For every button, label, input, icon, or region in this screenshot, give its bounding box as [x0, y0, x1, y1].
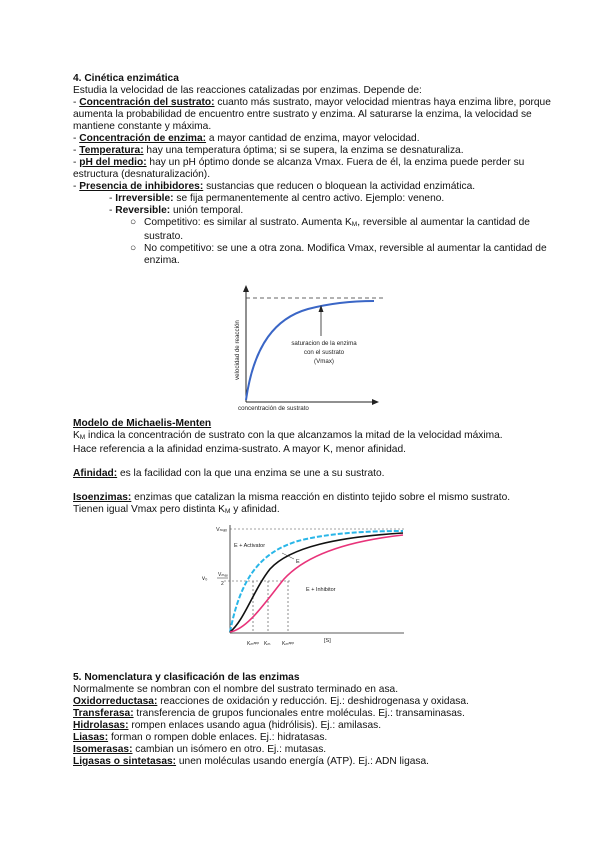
factor-temperatura: - Temperatura: hay una temperatura óptima; si se supera, la enzima se desnaturaliza. — [73, 145, 464, 156]
half-vmax-den: 2 — [221, 581, 224, 587]
isoenzyme-chart — [198, 521, 418, 651]
x-axis-arrow-icon — [372, 399, 379, 405]
michaelis-title: Modelo de Michaelis-Menten — [73, 418, 212, 429]
label-activator: E + Activator — [234, 543, 266, 549]
vmax-tick: Vₘₐₓ — [216, 527, 227, 533]
isoenzimas-definition: Isoenzimas: enzimas que catalizan la misma reacción en distinto tejido sobre el mismo sustrato. — [73, 492, 511, 503]
km-definition: $K_M$ indica la concentración de sustrato con la que alcanzamos la mitad de la velocidad máxima. — [73, 430, 503, 441]
x-axis-label: [S] — [324, 638, 331, 644]
class-item: Transferasa: transferencia de grupos funcionales entre moléculas. Ej.: transaminasas. — [73, 708, 465, 719]
section-4-intro: Estudia la velocidad de las reacciones catalizadas por enzimas. Depende de: — [73, 85, 422, 96]
km-app-right: Kₘᵃᵖᵖ — [282, 641, 295, 647]
section-5-intro: Normalmente se nombran con el nombre del sustrato terminado en asa. — [73, 684, 399, 695]
inhibidor-competitivo: ○ Competitivo: es similar al sustrato. Aumenta $K_M$, reversible al aumentar la cantidad de sustrato. — [130, 217, 530, 242]
km-mid: Kₘ — [264, 641, 271, 647]
afinidad-definition: Afinidad: es la facilidad con la que una enzima se une a su sustrato. — [73, 468, 385, 479]
label-inhibitor: E + Inhibitor — [306, 587, 336, 593]
michaelis-section — [73, 418, 553, 518]
half-vmax-num: Vₘₐₓ — [218, 572, 228, 578]
factor-ph: - pH del medio: hay un pH óptimo donde se alcanza Vmax. Fuera de él, la enzima puede perder su estructura (desnaturalización). — [73, 157, 525, 180]
factor-inhibidores: - Presencia de inhibidores: sustancias que reducen o bloquean la actividad enzimática. — [73, 181, 476, 192]
section-5-title: 5. Nomenclatura y clasificación de las enzimas — [73, 672, 300, 683]
y-axis-arrow-icon — [243, 285, 249, 292]
annotation-line-3: (Vmax) — [314, 358, 334, 365]
km-app-left: Kₘᵃᵖᵖ — [247, 641, 260, 647]
factor-label: Concentración del sustrato: — [79, 97, 215, 108]
y-axis-label: velocidad de reacción — [234, 320, 241, 380]
km-affinity: Hace referencia a la afinidad enzima-sustrato. A mayor K, menor afinidad. — [73, 444, 406, 455]
class-item: Hidrolasas: rompen enlaces usando agua (hidrólisis). Ej.: amilasas. — [73, 720, 382, 731]
saturation-chart — [226, 284, 396, 414]
class-item: Liasas: forman o rompen doble enlaces. Ej.: hidratasas. — [73, 732, 328, 743]
label-enzyme: E — [296, 559, 300, 565]
class-item: Isomerasas: cambian un isómero en otro. Ej.: mutasas. — [73, 744, 327, 755]
isoenzimas-detail: Tienen igual Vmax pero distinta $K_M$ y afinidad. — [73, 504, 280, 515]
inhibitor-curve — [230, 535, 403, 632]
document-page — [73, 73, 553, 267]
factor-sustrato: - Concentración del sustrato: cuanto más sustrato, mayor velocidad mientras haya enzima libre, porque aumenta la probabilidad de encuentro entre sustrato y enzima. Al saturarse la enzima, la velocidad se mantiene constante y máxima. — [73, 97, 551, 132]
circle-bullet-icon: ○ — [130, 243, 137, 254]
inhibidor-irreversible: - Irreversible: se fija permanentemente al centro activo. Ejemplo: veneno. — [109, 193, 445, 204]
v0-label: v₀ — [202, 576, 208, 582]
factor-enzima: - Concentración de enzima: a mayor cantidad de enzima, mayor velocidad. — [73, 133, 420, 144]
x-axis-label: concentración de sustrato — [238, 405, 309, 412]
inhibidor-reversible: - Reversible: unión temporal. — [109, 205, 244, 216]
section-5 — [73, 672, 553, 768]
class-item: Ligasas o sintetasas: unen moléculas usando energía (ATP). Ej.: ADN ligasa. — [73, 756, 429, 767]
inhibidor-no-competitivo: ○ No competitivo: se une a otra zona. Modifica Vmax, reversible al aumentar la cantidad de enzima. — [130, 243, 547, 266]
class-item: Oxidorreductasa: reacciones de oxidación y reducción. Ej.: deshidrogenasa y oxidasa. — [73, 696, 469, 707]
section-4-title: 4. Cinética enzimática — [73, 73, 179, 84]
annotation-line-2: con el sustrato — [303, 349, 345, 356]
annotation-line-1: saturacion de la enzima — [291, 340, 357, 347]
circle-bullet-icon: ○ — [130, 217, 137, 228]
